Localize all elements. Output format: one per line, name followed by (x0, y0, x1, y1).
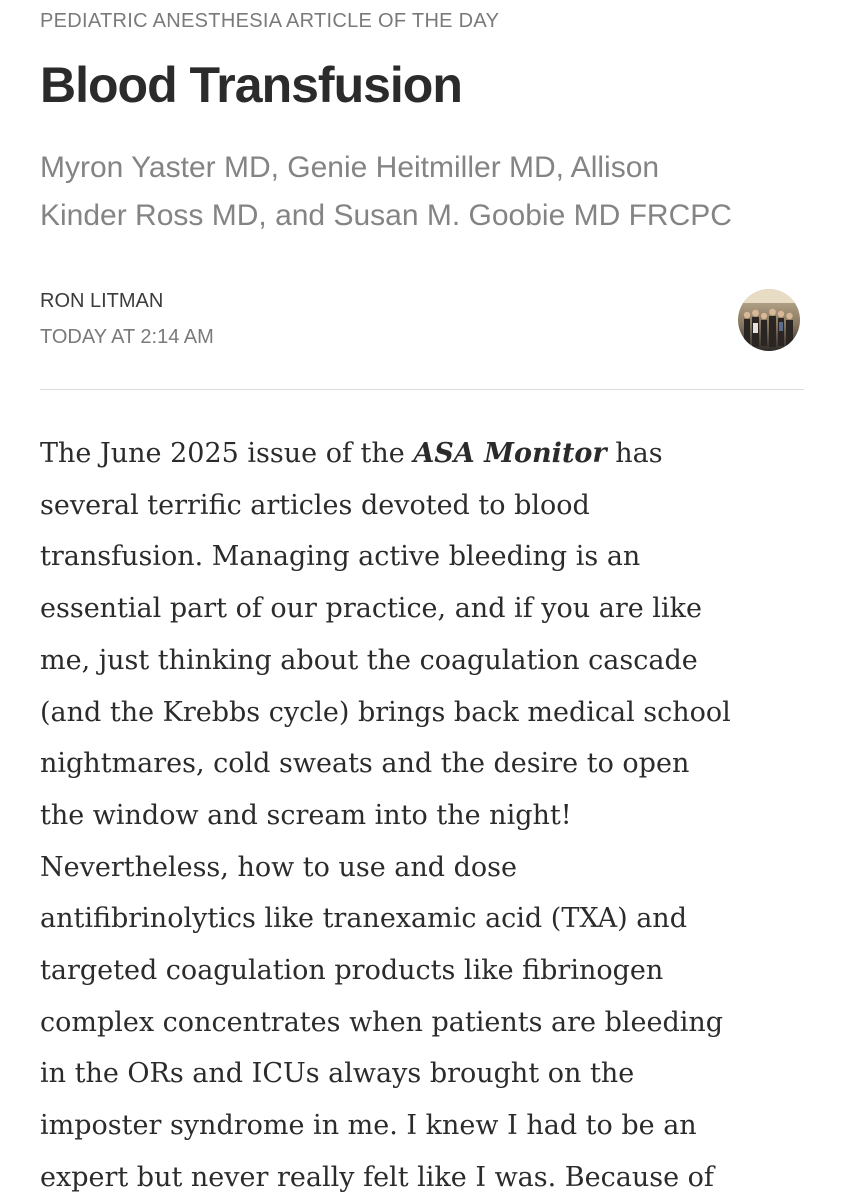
body-line: the window and scream into the night! (40, 799, 572, 831)
body-text: has (606, 438, 663, 469)
divider (40, 389, 804, 390)
body-line: Nevertheless, how to use and dose (40, 851, 518, 883)
body-line: (and the Krebbs cycle) brings back medical school (40, 696, 731, 728)
body-text: The June 2025 issue of the (40, 438, 414, 469)
body-line: essential part of our practice, and if you are like (40, 593, 702, 625)
author-avatar[interactable] (738, 289, 800, 351)
body-line: targeted coagulation products like fibrinogen (40, 955, 664, 987)
article-kicker[interactable]: PEDIATRIC ANESTHESIA ARTICLE OF THE DAY (40, 10, 500, 32)
author-name[interactable]: RON LITMAN (40, 290, 164, 312)
publication-name: ASA Monitor (413, 438, 607, 469)
body-line (40, 428, 810, 480)
subtitle-line: Myron Yaster MD, Genie Heitmiller MD, Allison (40, 151, 660, 184)
body-line: me, just thinking about the coagulation cascade (40, 644, 698, 676)
body-line: in the ORs and ICUs always brought on the (40, 1058, 635, 1090)
body-line: expert but never really felt like I was. Because of (40, 1161, 714, 1193)
body-line: imposter syndrome in me. I knew I had to be an (40, 1110, 697, 1142)
article-title: Blood Transfusion (40, 57, 462, 113)
body-line: nightmares, cold sweats and the desire to open (40, 748, 690, 780)
body-line: several terrific articles devoted to blood (40, 489, 590, 521)
avatar-photo (738, 289, 800, 351)
body-line: transfusion. Managing active bleeding is an (40, 541, 641, 573)
article-subtitle (40, 144, 804, 240)
publish-date: TODAY AT 2:14 AM (40, 326, 214, 348)
article-body (40, 428, 810, 1204)
body-line: antifibrinolytics like tranexamic acid (TXA) and (40, 903, 687, 935)
subtitle-line: Kinder Ross MD, and Susan M. Goobie MD FRCPC (40, 199, 732, 232)
body-line: complex concentrates when patients are bleeding (40, 1006, 724, 1038)
